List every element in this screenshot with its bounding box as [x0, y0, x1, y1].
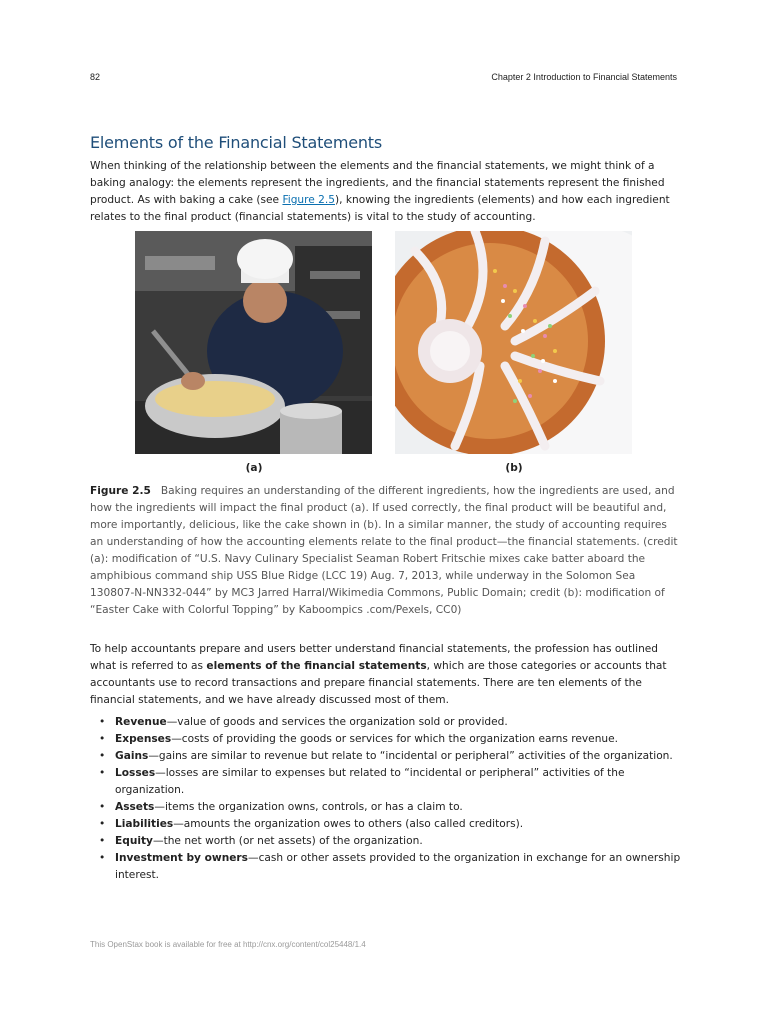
element-term: Liabilities [115, 818, 174, 830]
element-definition: —amounts the organization owes to others (also called creditors). [173, 818, 524, 830]
list-item [90, 850, 690, 884]
elements-intro-paragraph [90, 641, 680, 709]
footer-note: This OpenStax book is available for free at http://cnx.org/content/col25448/1.4 [90, 940, 366, 949]
element-term: Equity [115, 835, 153, 847]
element-term: Expenses [115, 733, 172, 745]
elements-list [90, 714, 690, 884]
element-definition: —cash or other assets provided to the organization in exchange for an ownership interest. [115, 852, 681, 881]
element-term: Investment by owners [115, 852, 248, 864]
element-term: Gains [115, 750, 149, 762]
key-term: elements of the financial statements [206, 660, 427, 672]
element-definition: —gains are similar to revenue but relate to “incidental or peripheral” activities of the organization. [148, 750, 673, 762]
body-text-end: , which are those categories or accounts that accountants use to record transactions and prepare financial statements. There are ten elements of the financial statements, and we have already discussed most of them. [90, 660, 667, 706]
list-item [90, 731, 690, 748]
figure-image-b [395, 231, 632, 454]
element-definition: —items the organization owns, controls, or has a claim to. [154, 801, 463, 813]
element-term: Losses [115, 767, 156, 779]
element-definition: —losses are similar to expenses but related to “incidental or peripheral” activities of the organization. [115, 767, 625, 796]
element-definition: —value of goods and services the organization sold or provided. [166, 716, 508, 728]
cake-photo-illustration [395, 231, 632, 454]
figure-number: Figure 2.5 [90, 485, 151, 497]
list-item [90, 765, 690, 799]
figure-image-a [135, 231, 372, 454]
list-item [90, 714, 690, 731]
element-term: Assets [115, 801, 155, 813]
intro-paragraph [90, 158, 680, 226]
figure-caption-text: Baking requires an understanding of the different ingredients, how the ingredients are used, and how the ingredients will impact the final product (a). If used correctly, the final product will be beautiful and, more importantly, delicious, like the cake shown in (b). In a similar manner, the study of accounting requires an understanding of how the accounting elements relate to the final product—the financial statements. (credit (a): modification of “U.S. Navy Culinary Specialist Seaman Robert Fritschie mixes cake batter aboard the amphibious command ship USS Blue Ridge (LCC 19) Aug. 7, 2013, while underway in the Solomon Sea 130807-N-NN332-044” by MC3 Jarred Harral/Wikimedia Commons, Public Domain; credit (b): modification of “Easter Cake with Colorful Topping” by Kaboompics .com/Pexels, CC0) [90, 485, 678, 616]
list-item [90, 748, 690, 765]
figure-link[interactable]: Figure 2.5 [282, 194, 335, 206]
figure-caption [90, 483, 680, 619]
element-definition: —the net worth (or net assets) of the organization. [152, 835, 423, 847]
element-term: Revenue [115, 716, 167, 728]
figure-label-b: (b) [505, 462, 523, 474]
intro-text-start: When thinking of the relationship between the elements and the financial statements, we might think of a baking analogy: the elements represent the ingredients, and the financial statements represent the finished product. As with baking a cake (see [90, 160, 665, 206]
figure-label-a: (a) [245, 462, 263, 474]
list-item [90, 833, 690, 850]
chef-photo-illustration [135, 231, 372, 454]
intro-text-end: ), knowing the ingredients (elements) and how each ingredient relates to the final product (financial statements) is vital to the study of accounting. [90, 194, 670, 223]
section-heading: Elements of the Financial Statements [90, 133, 382, 152]
chapter-title: Chapter 2 Introduction to Financial Statements [491, 72, 677, 82]
list-item [90, 799, 690, 816]
body-text-start: To help accountants prepare and users better understand financial statements, the profession has outlined what is referred to as [90, 643, 659, 672]
element-definition: —costs of providing the goods or services for which the organization earns revenue. [171, 733, 619, 745]
list-item [90, 816, 690, 833]
page-number: 82 [90, 72, 101, 82]
